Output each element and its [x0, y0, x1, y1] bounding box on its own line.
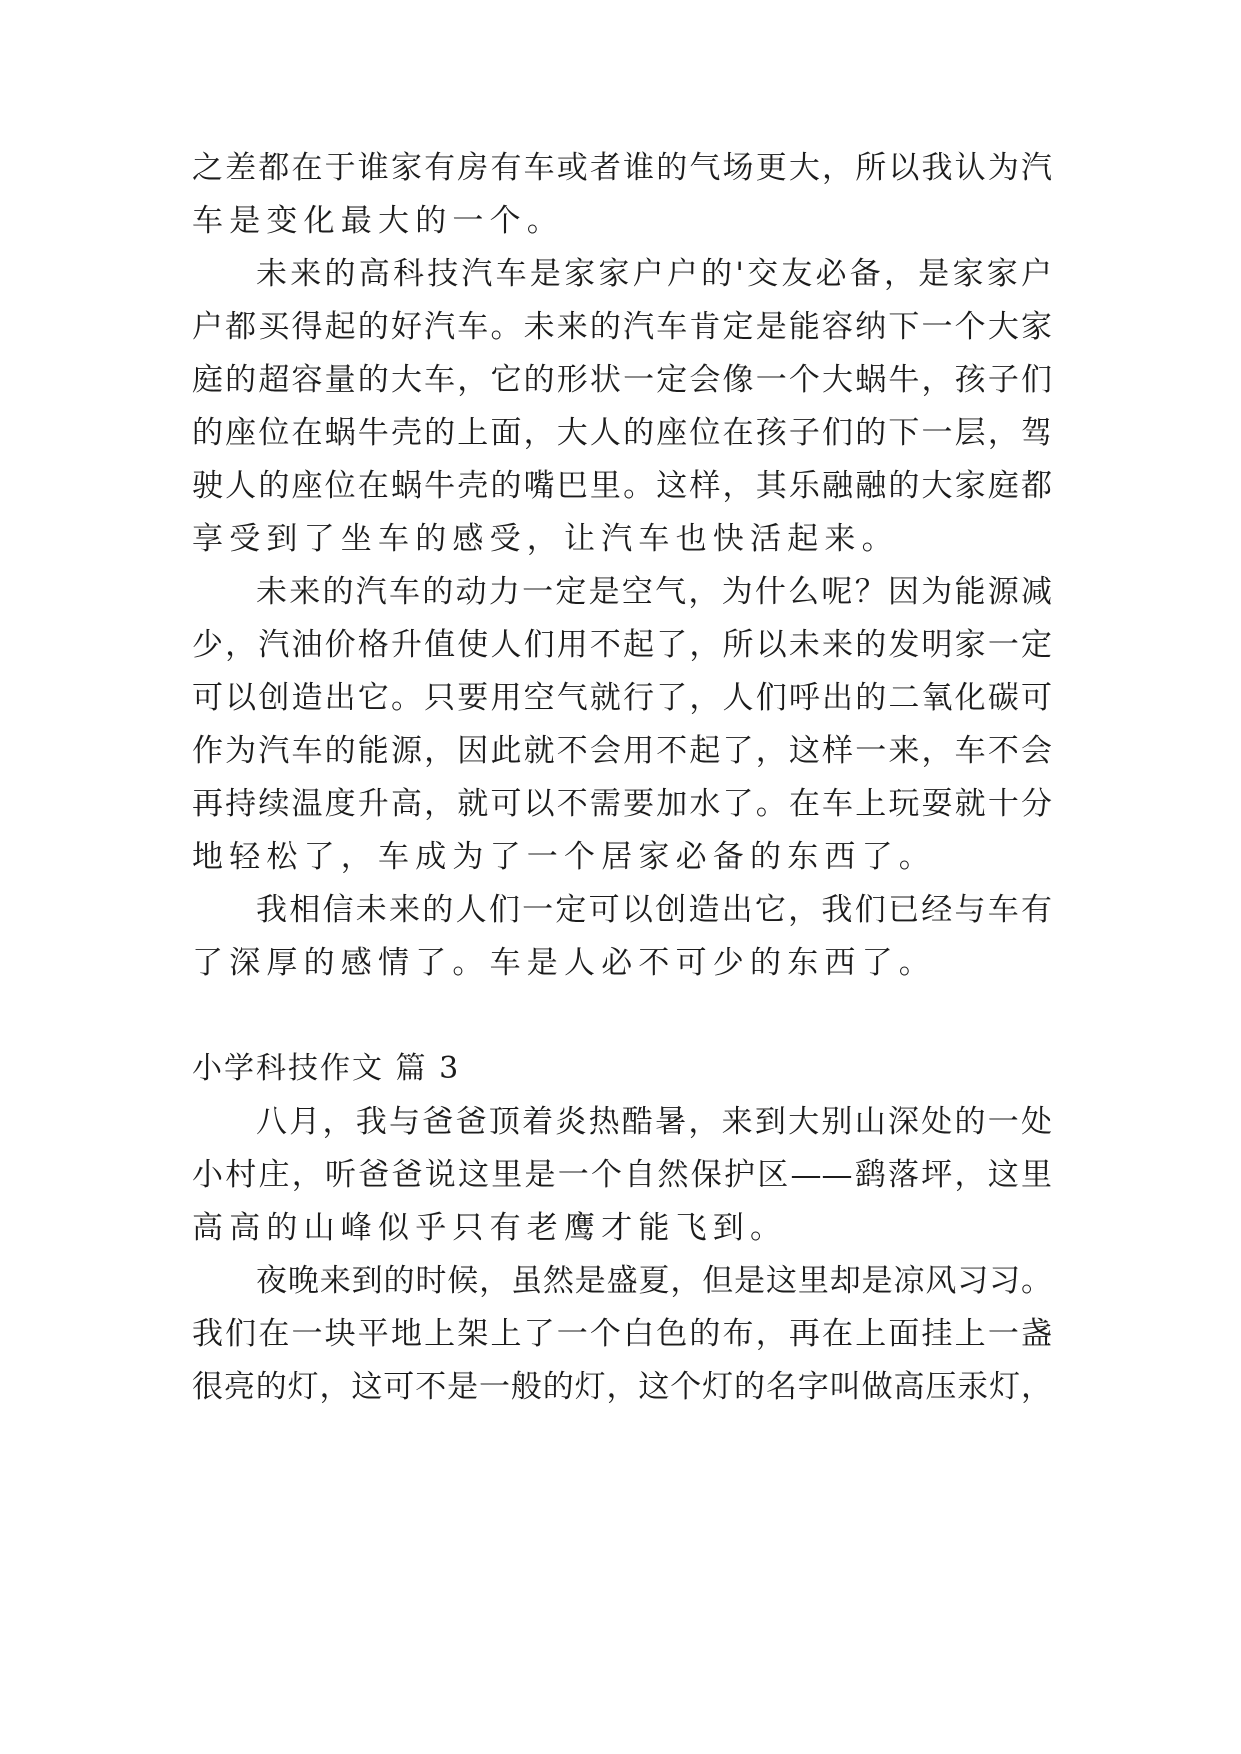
text-line: 之差都在于谁家有房有车或者谁的气场更大，所以我认为汽 — [192, 150, 1052, 186]
text-line: 户都买得起的好汽车。未来的汽车肯定是能容纳下一个大家 — [192, 309, 1052, 345]
text-line: 很亮的灯，这可不是一般的灯，这个灯的名字叫做高压汞灯， — [192, 1369, 1052, 1405]
text-line: 了深厚的感情了。车是人必不可少的东西了。 — [192, 945, 936, 981]
text-line: 未来的高科技汽车是家家户户的'交友必备，是家家户 — [256, 256, 1052, 292]
text-line: 庭的超容量的大车，它的形状一定会像一个大蜗牛，孩子们 — [192, 362, 1052, 398]
text-line: 我相信未来的人们一定可以创造出它，我们已经与车有 — [256, 892, 1052, 928]
text-line: 车是变化最大的一个。 — [192, 203, 564, 239]
text-line: 再持续温度升高，就可以不需要加水了。在车上玩耍就十分 — [192, 786, 1052, 822]
text-line: 可以创造出它。只要用空气就行了，人们呼出的二氧化碳可 — [192, 680, 1052, 716]
text-line: 小村庄，听爸爸说这里是一个自然保护区——鹞落坪，这里 — [192, 1157, 1052, 1193]
text-line: 八月，我与爸爸顶着炎热酷暑，来到大别山深处的一处 — [256, 1104, 1052, 1140]
text-line: 的座位在蜗牛壳的上面，大人的座位在孩子们的下一层，驾 — [192, 415, 1052, 451]
text-line: 享受到了坐车的感受，让汽车也快活起来。 — [192, 521, 899, 557]
text-line: 夜晚来到的时候，虽然是盛夏，但是这里却是凉风习习。 — [256, 1263, 1052, 1299]
text-line: 我们在一块平地上架上了一个白色的布，再在上面挂上一盏 — [192, 1316, 1052, 1352]
text-line: 未来的汽车的动力一定是空气，为什么呢？因为能源减 — [256, 574, 1052, 610]
text-line: 驶人的座位在蜗牛壳的嘴巴里。这样，其乐融融的大家庭都 — [192, 468, 1052, 504]
text-line: 作为汽车的能源，因此就不会用不起了，这样一来，车不会 — [192, 733, 1052, 769]
text-line: 地轻松了，车成为了一个居家必备的东西了。 — [192, 839, 936, 875]
text-line: 少，汽油价格升值使人们用不起了，所以未来的发明家一定 — [192, 627, 1052, 663]
section-heading: 小学科技作文 篇 3 — [192, 1051, 461, 1086]
text-line: 高高的山峰似乎只有老鹰才能飞到。 — [192, 1210, 788, 1246]
